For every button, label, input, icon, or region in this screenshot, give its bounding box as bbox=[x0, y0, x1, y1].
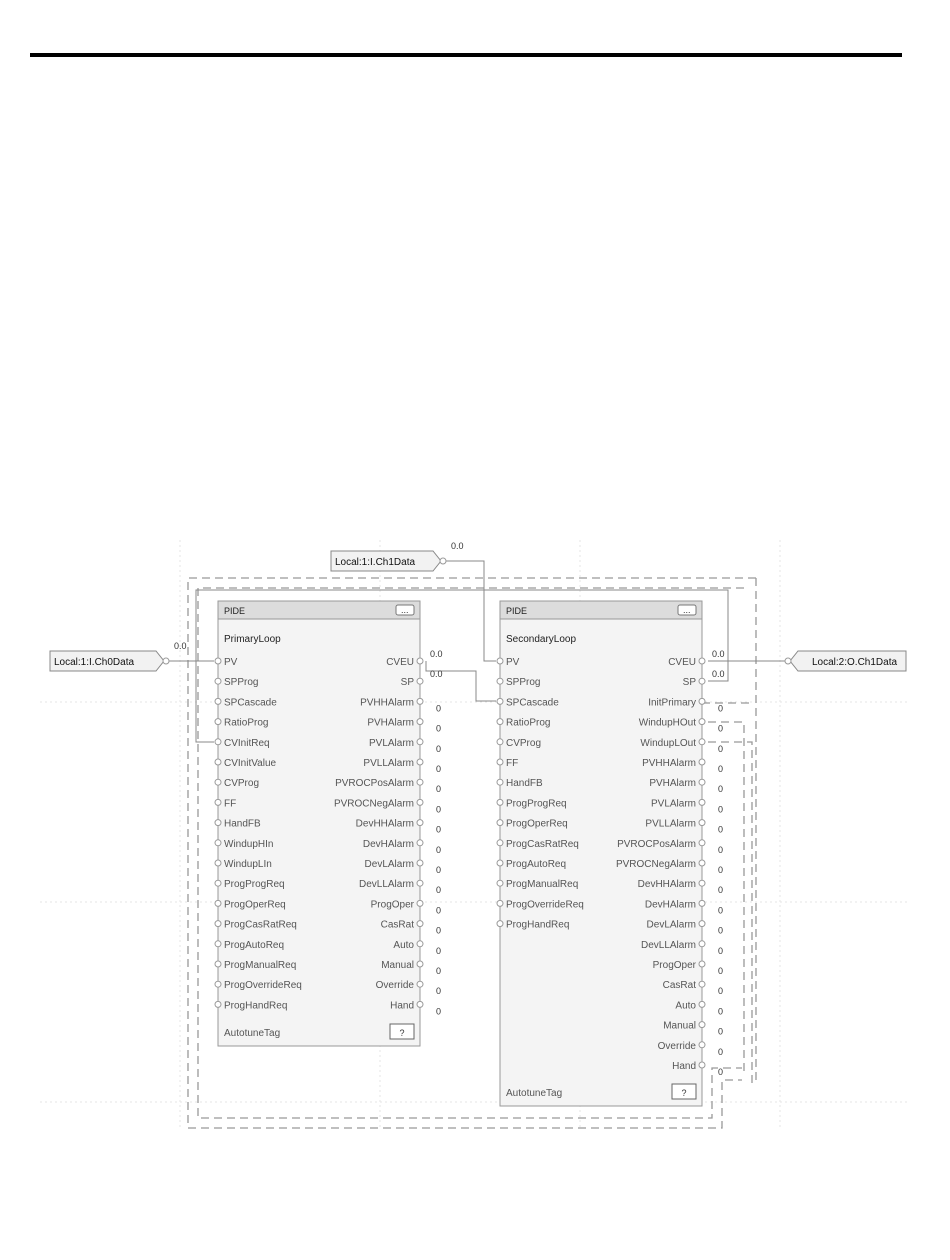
output-pin-pvhhalarm[interactable] bbox=[417, 698, 423, 704]
input-pin-prog-hand-req[interactable] bbox=[215, 1001, 221, 1007]
output-pin-pvhalarm[interactable] bbox=[699, 779, 705, 785]
output-label-manual: Manual bbox=[381, 960, 414, 971]
output-pin-override[interactable] bbox=[699, 1042, 705, 1048]
output-pin-cas-rat[interactable] bbox=[417, 921, 423, 927]
input-label-spcascade: SPCascade bbox=[506, 697, 559, 709]
output-value-dev-hhalarm: 0 bbox=[718, 885, 724, 896]
block-header-bar bbox=[500, 601, 702, 619]
input-pin-pv[interactable] bbox=[497, 658, 503, 664]
input-reference-pin[interactable] bbox=[163, 658, 169, 664]
input-pin-hand-fb[interactable] bbox=[497, 779, 503, 785]
output-pin-init-primary[interactable] bbox=[699, 698, 705, 704]
output-label-cveu: CVEU bbox=[386, 657, 414, 668]
output-value-dev-llalarm: 0 bbox=[436, 885, 442, 896]
input-pin-windup-lin[interactable] bbox=[215, 860, 221, 866]
output-pin-dev-hhalarm[interactable] bbox=[417, 820, 423, 826]
output-value-cas-rat: 0 bbox=[436, 925, 442, 936]
input-label-prog-hand-req: ProgHandReq bbox=[224, 1000, 288, 1012]
input-pin-prog-cas-rat-req[interactable] bbox=[215, 921, 221, 927]
output-value-pvrocneg-alarm: 0 bbox=[436, 804, 442, 815]
input-label-spprog: SPProg bbox=[506, 677, 541, 689]
output-reference-label: Local:2:O.Ch1Data bbox=[812, 657, 898, 668]
output-value-pvrocneg-alarm: 0 bbox=[718, 865, 724, 875]
output-label-pvhhalarm: PVHHAlarm bbox=[642, 758, 696, 769]
input-label-prog-oper-req: ProgOperReq bbox=[506, 818, 568, 830]
input-pin-windup-hin[interactable] bbox=[215, 840, 221, 846]
input-reference-primary[interactable] bbox=[50, 641, 187, 671]
input-label-prog-prog-req: ProgProgReq bbox=[506, 798, 567, 810]
block-type-label: PIDE bbox=[506, 606, 528, 616]
output-pin-dev-halarm[interactable] bbox=[699, 900, 705, 906]
output-label-dev-lalarm: DevLAlarm bbox=[364, 859, 414, 870]
output-label-manual: Manual bbox=[663, 1020, 696, 1032]
input-reference-label: Local:1:I.Ch1Data bbox=[335, 557, 416, 568]
input-label-spcascade: SPCascade bbox=[224, 697, 277, 709]
output-label-pvrocpos-alarm: PVROCPosAlarm bbox=[617, 838, 696, 850]
output-pin-manual[interactable] bbox=[417, 961, 423, 967]
block-menu-glyph: ... bbox=[683, 605, 691, 615]
output-label-pvrocneg-alarm: PVROCNegAlarm bbox=[333, 798, 414, 810]
grid bbox=[40, 540, 910, 1130]
output-label-pvlalarm: PVLAlarm bbox=[368, 737, 414, 749]
output-value-sp: 0.0 bbox=[712, 669, 725, 680]
input-label-ff: FF bbox=[224, 798, 237, 810]
input-label-prog-auto-req: ProgAutoReq bbox=[224, 939, 285, 951]
output-label-pvhalarm: PVHAlarm bbox=[649, 778, 696, 790]
output-pin-pvllalarm[interactable] bbox=[699, 820, 705, 826]
output-pin-pvrocpos-alarm[interactable] bbox=[417, 779, 423, 785]
block-tag-name: SecondaryLoop bbox=[506, 634, 577, 645]
output-label-dev-llalarm: DevLLAlarm bbox=[640, 939, 696, 951]
input-reference-value: 0.0 bbox=[451, 541, 464, 551]
input-pin-prog-auto-req[interactable] bbox=[215, 941, 221, 947]
output-value-cas-rat: 0 bbox=[718, 986, 724, 997]
output-pin-cas-rat[interactable] bbox=[699, 981, 705, 987]
output-pin-pvrocpos-alarm[interactable] bbox=[699, 840, 705, 846]
output-pin-pvrocneg-alarm[interactable] bbox=[699, 860, 705, 866]
input-label-cvinit-value: CVInitValue bbox=[224, 758, 277, 769]
output-value-hand: 0 bbox=[436, 1006, 442, 1017]
output-label-hand: Hand bbox=[390, 1000, 414, 1012]
output-pin-override[interactable] bbox=[417, 981, 423, 987]
input-label-cvinit-req: CVInitReq bbox=[224, 737, 270, 749]
input-label-pv: PV bbox=[506, 657, 520, 668]
output-pin-dev-llalarm[interactable] bbox=[699, 941, 705, 947]
output-pin-pvlalarm[interactable] bbox=[417, 739, 423, 745]
input-label-cvprog: CVProg bbox=[506, 737, 542, 749]
output-pin-pvhalarm[interactable] bbox=[417, 719, 423, 725]
input-pin-prog-hand-req[interactable] bbox=[497, 921, 503, 927]
input-label-prog-oper-req: ProgOperReq bbox=[224, 899, 286, 911]
output-pin-pvrocneg-alarm[interactable] bbox=[417, 799, 423, 805]
output-pin-dev-lalarm[interactable] bbox=[699, 921, 705, 927]
output-pin-pvhhalarm[interactable] bbox=[699, 759, 705, 765]
input-label-prog-cas-rat-req: ProgCasRatReq bbox=[224, 919, 297, 931]
autotune-value: ? bbox=[399, 1028, 405, 1038]
output-label-cveu: CVEU bbox=[668, 657, 696, 668]
function-block-secondary-loop[interactable] bbox=[497, 601, 725, 1106]
input-pin-prog-override-req[interactable] bbox=[215, 981, 221, 987]
input-pin-ratio-prog[interactable] bbox=[497, 719, 503, 725]
output-pin-windup-lout[interactable] bbox=[699, 739, 705, 745]
input-pin-spprog[interactable] bbox=[497, 678, 503, 684]
output-label-pvllalarm: PVLLAlarm bbox=[363, 758, 414, 769]
output-value-dev-hhalarm: 0 bbox=[436, 824, 442, 835]
input-pin-spprog[interactable] bbox=[215, 678, 221, 684]
output-pin-dev-halarm[interactable] bbox=[417, 840, 423, 846]
output-pin-auto[interactable] bbox=[417, 941, 423, 947]
output-pin-cveu[interactable] bbox=[417, 658, 423, 664]
output-pin-sp[interactable] bbox=[417, 678, 423, 684]
output-pin-dev-hhalarm[interactable] bbox=[699, 880, 705, 886]
input-reference-value: 0.0 bbox=[174, 641, 187, 651]
autotune-label: AutotuneTag bbox=[224, 1028, 281, 1039]
output-label-sp: SP bbox=[682, 677, 696, 689]
output-pin-hand[interactable] bbox=[699, 1062, 705, 1068]
output-pin-dev-llalarm[interactable] bbox=[417, 880, 423, 886]
output-value-pvllalarm: 0 bbox=[718, 824, 724, 835]
output-value-windup-lout: 0 bbox=[718, 743, 724, 754]
output-value-pvhalarm: 0 bbox=[718, 784, 724, 795]
output-label-dev-lalarm: DevLAlarm bbox=[646, 919, 696, 931]
output-value-pvrocpos-alarm: 0 bbox=[718, 844, 724, 855]
output-value-sp: 0.0 bbox=[430, 669, 443, 680]
output-pin-manual[interactable] bbox=[699, 1022, 705, 1028]
output-label-cas-rat: CasRat bbox=[380, 919, 414, 931]
output-value-dev-lalarm: 0 bbox=[718, 925, 724, 936]
input-pin-prog-oper-req[interactable] bbox=[215, 900, 221, 906]
output-value-dev-halarm: 0 bbox=[436, 844, 442, 855]
output-label-prog-oper: ProgOper bbox=[652, 960, 696, 971]
output-value-override: 0 bbox=[436, 986, 442, 997]
input-pin-prog-oper-req[interactable] bbox=[497, 820, 503, 826]
input-pin-spcascade[interactable] bbox=[215, 698, 221, 704]
input-pin-prog-manual-req[interactable] bbox=[215, 961, 221, 967]
output-pin-pvlalarm[interactable] bbox=[699, 799, 705, 805]
output-pin-hand[interactable] bbox=[417, 1001, 423, 1007]
input-pin-hand-fb[interactable] bbox=[215, 820, 221, 826]
input-label-prog-hand-req: ProgHandReq bbox=[506, 919, 570, 931]
input-label-hand-fb: HandFB bbox=[506, 778, 543, 790]
input-label-cvprog: CVProg bbox=[224, 778, 260, 790]
output-value-prog-oper: 0 bbox=[436, 905, 442, 916]
output-label-pvlalarm: PVLAlarm bbox=[650, 798, 696, 810]
input-label-prog-manual-req: ProgManualReq bbox=[506, 879, 579, 891]
input-pin-prog-manual-req[interactable] bbox=[497, 880, 503, 886]
output-pin-auto[interactable] bbox=[699, 1001, 705, 1007]
input-pin-cvinit-req[interactable] bbox=[215, 739, 221, 745]
input-pin-prog-auto-req[interactable] bbox=[497, 860, 503, 866]
output-label-override: Override bbox=[375, 980, 414, 992]
output-pin-windup-hout[interactable] bbox=[699, 719, 705, 725]
output-value-pvhalarm: 0 bbox=[436, 723, 442, 734]
output-value-dev-llalarm: 0 bbox=[718, 945, 724, 956]
block-tag-name: PrimaryLoop bbox=[224, 634, 281, 645]
output-label-dev-llalarm: DevLLAlarm bbox=[358, 879, 414, 891]
output-reference[interactable] bbox=[785, 651, 906, 671]
output-label-dev-hhalarm: DevHHAlarm bbox=[355, 818, 414, 830]
output-value-pvhhalarm: 0 bbox=[436, 703, 442, 714]
output-value-pvllalarm: 0 bbox=[436, 764, 442, 774]
output-pin-prog-oper[interactable] bbox=[699, 961, 705, 967]
output-label-init-primary: InitPrimary bbox=[648, 697, 696, 709]
input-label-windup-lin: WindupLIn bbox=[224, 859, 272, 870]
input-reference-pin[interactable] bbox=[440, 558, 446, 564]
output-label-pvhalarm: PVHAlarm bbox=[367, 717, 414, 729]
output-label-windup-lout: WindupLOut bbox=[640, 737, 696, 749]
input-label-prog-auto-req: ProgAutoReq bbox=[506, 859, 567, 870]
output-label-prog-oper: ProgOper bbox=[370, 899, 414, 911]
input-pin-prog-prog-req[interactable] bbox=[215, 880, 221, 886]
block-menu-glyph: ... bbox=[401, 605, 409, 615]
input-pin-ff[interactable] bbox=[215, 799, 221, 805]
input-reference-secondary[interactable] bbox=[331, 541, 464, 571]
input-label-pv: PV bbox=[224, 657, 238, 668]
input-pin-prog-prog-req[interactable] bbox=[497, 799, 503, 805]
input-pin-ratio-prog[interactable] bbox=[215, 719, 221, 725]
output-value-pvlalarm: 0 bbox=[718, 804, 724, 815]
output-pin-prog-oper[interactable] bbox=[417, 900, 423, 906]
output-value-auto: 0 bbox=[436, 945, 442, 956]
input-label-windup-hin: WindupHIn bbox=[224, 838, 274, 850]
output-value-override: 0 bbox=[718, 1046, 724, 1057]
output-label-cas-rat: CasRat bbox=[662, 980, 696, 992]
block-header-bar bbox=[218, 601, 420, 619]
input-pin-spcascade[interactable] bbox=[497, 698, 503, 704]
autotune-label: AutotuneTag bbox=[506, 1088, 563, 1099]
output-value-manual: 0 bbox=[436, 966, 442, 976]
output-label-auto: Auto bbox=[393, 939, 414, 951]
output-label-dev-halarm: DevHAlarm bbox=[362, 838, 414, 850]
output-label-hand: Hand bbox=[672, 1061, 696, 1072]
input-label-prog-manual-req: ProgManualReq bbox=[224, 960, 297, 971]
output-label-dev-halarm: DevHAlarm bbox=[644, 899, 696, 911]
function-block-primary-loop[interactable] bbox=[215, 601, 443, 1046]
output-label-pvllalarm: PVLLAlarm bbox=[645, 818, 696, 830]
output-value-windup-hout: 0 bbox=[718, 723, 724, 734]
output-label-sp: SP bbox=[400, 677, 414, 689]
input-pin-pv[interactable] bbox=[215, 658, 221, 664]
output-value-cveu: 0.0 bbox=[712, 649, 725, 659]
input-pin-ff[interactable] bbox=[497, 759, 503, 765]
output-pin-dev-lalarm[interactable] bbox=[417, 860, 423, 866]
output-label-override: Override bbox=[657, 1040, 696, 1052]
input-pin-prog-cas-rat-req[interactable] bbox=[497, 840, 503, 846]
input-pin-prog-override-req[interactable] bbox=[497, 900, 503, 906]
input-label-prog-override-req: ProgOverrideReq bbox=[506, 899, 584, 911]
input-pin-cvprog[interactable] bbox=[215, 779, 221, 785]
input-pin-cvprog[interactable] bbox=[497, 739, 503, 745]
autotune-value: ? bbox=[681, 1088, 687, 1098]
input-label-ratio-prog: RatioProg bbox=[506, 717, 551, 729]
output-label-auto: Auto bbox=[675, 1000, 696, 1012]
input-label-spprog: SPProg bbox=[224, 677, 259, 689]
output-pin-sp[interactable] bbox=[699, 678, 705, 684]
output-value-init-primary: 0 bbox=[718, 703, 724, 714]
output-value-pvlalarm: 0 bbox=[436, 743, 442, 754]
output-label-dev-hhalarm: DevHHAlarm bbox=[637, 879, 696, 891]
output-value-manual: 0 bbox=[718, 1026, 724, 1037]
output-label-windup-hout: WindupHOut bbox=[638, 717, 696, 729]
input-label-ratio-prog: RatioProg bbox=[224, 717, 269, 729]
input-label-hand-fb: HandFB bbox=[224, 818, 261, 830]
output-label-pvhhalarm: PVHHAlarm bbox=[360, 697, 414, 709]
input-reference-label: Local:1:I.Ch0Data bbox=[54, 657, 135, 668]
input-label-prog-override-req: ProgOverrideReq bbox=[224, 980, 302, 992]
output-value-prog-oper: 0 bbox=[718, 966, 724, 976]
output-value-pvrocpos-alarm: 0 bbox=[436, 784, 442, 795]
output-value-dev-halarm: 0 bbox=[718, 905, 724, 916]
output-value-hand: 0 bbox=[718, 1067, 724, 1077]
output-value-pvhhalarm: 0 bbox=[718, 764, 724, 774]
output-value-auto: 0 bbox=[718, 1006, 724, 1017]
output-label-pvrocpos-alarm: PVROCPosAlarm bbox=[335, 778, 414, 790]
input-label-prog-prog-req: ProgProgReq bbox=[224, 879, 285, 891]
output-value-dev-lalarm: 0 bbox=[436, 865, 442, 875]
output-label-pvrocneg-alarm: PVROCNegAlarm bbox=[615, 859, 696, 870]
output-pin-pvllalarm[interactable] bbox=[417, 759, 423, 765]
input-pin-cvinit-value[interactable] bbox=[215, 759, 221, 765]
input-label-ff: FF bbox=[506, 758, 519, 769]
output-value-cveu: 0.0 bbox=[430, 649, 443, 659]
output-pin-cveu[interactable] bbox=[699, 658, 705, 664]
output-reference-pin[interactable] bbox=[785, 658, 791, 664]
block-type-label: PIDE bbox=[224, 606, 246, 616]
input-label-prog-cas-rat-req: ProgCasRatReq bbox=[506, 838, 579, 850]
